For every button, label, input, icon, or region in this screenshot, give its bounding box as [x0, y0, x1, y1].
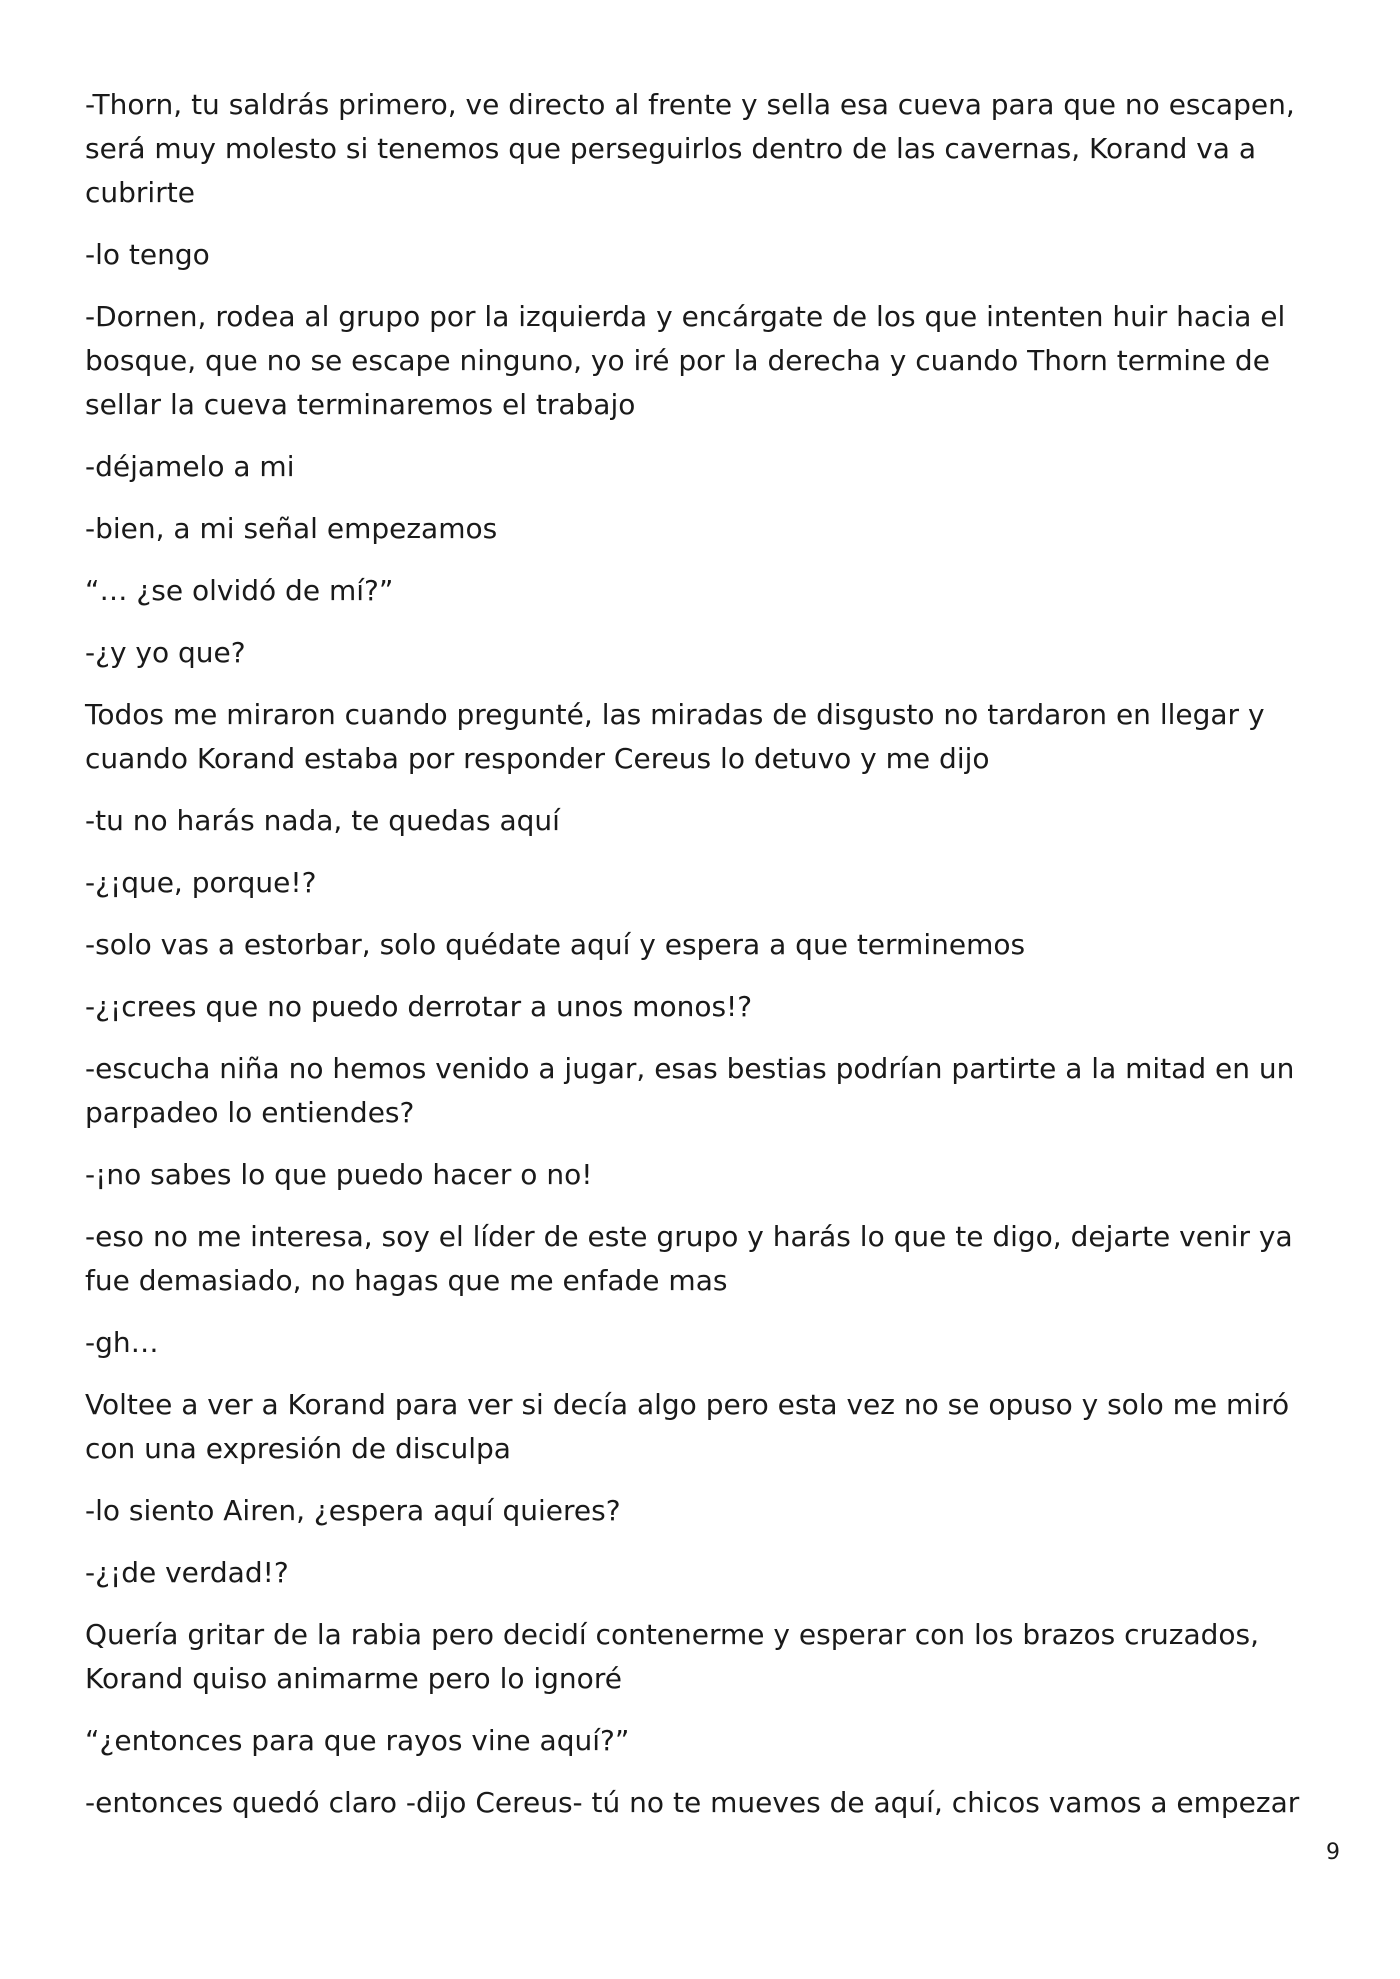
paragraph: -¡no sabes lo que puedo hacer o no! [85, 1158, 593, 1191]
paragraph: Voltee a ver a Korand para ver si decía algo pero esta vez no se opuso y solo me miró con una expresión de disculpa [85, 1388, 1290, 1465]
paragraph: -escucha niña no hemos venido a jugar, esas bestias podrían partirte a la mitad en un parpadeo lo entiendes? [85, 1052, 1295, 1129]
paragraph: -¿¡de verdad!? [85, 1556, 289, 1589]
paragraph: -lo tengo [85, 238, 210, 271]
paragraph: -bien, a mi señal empezamos [85, 512, 498, 545]
paragraph: -solo vas a estorbar, solo quédate aquí y espera a que terminemos [85, 928, 1026, 961]
paragraph: “¿entonces para que rayos vine aquí?” [85, 1724, 630, 1757]
paragraph: -déjamelo a mi [85, 450, 295, 483]
page-number: 9 [1326, 1840, 1340, 1865]
paragraph: -Dornen, rodea al grupo por la izquierda y encárgate de los que intenten huir hacia el bosque, que no se escape ninguno, yo iré por la derecha y cuando Thorn termine de sellar la cueva terminaremos el trabajo [85, 300, 1286, 421]
page-text [85, 83, 1325, 1843]
paragraph: -entonces quedó claro -dijo Cereus- tú no te mueves de aquí, chicos vamos a empezar [85, 1786, 1300, 1819]
paragraph: -Thorn, tu saldrás primero, ve directo al frente y sella esa cueva para que no escapen, será muy molesto si tenemos que perseguirlos dentro de las cavernas, Korand va a cubrirte [85, 88, 1295, 209]
paragraph: -eso no me interesa, soy el líder de este grupo y harás lo que te digo, dejarte venir ya fue demasiado, no hagas que me enfade mas [85, 1220, 1293, 1297]
paragraph: -¿¡crees que no puedo derrotar a unos monos!? [85, 990, 753, 1023]
paragraph: -¿¡que, porque!? [85, 866, 317, 899]
paragraph: “… ¿se olvidó de mí?” [85, 574, 394, 607]
paragraph: -gh… [85, 1326, 159, 1359]
paragraph: -tu no harás nada, te quedas aquí [85, 804, 560, 837]
paragraph: Todos me miraron cuando pregunté, las miradas de disgusto no tardaron en llegar y cuando Korand estaba por responder Cereus lo detuvo y me dijo [85, 698, 1265, 775]
paragraph: -lo siento Airen, ¿espera aquí quieres? [85, 1494, 621, 1527]
paragraph: Quería gritar de la rabia pero decidí contenerme y esperar con los brazos cruzados, Korand quiso animarme pero lo ignoré [85, 1618, 1260, 1695]
paragraph: -¿y yo que? [85, 636, 246, 669]
